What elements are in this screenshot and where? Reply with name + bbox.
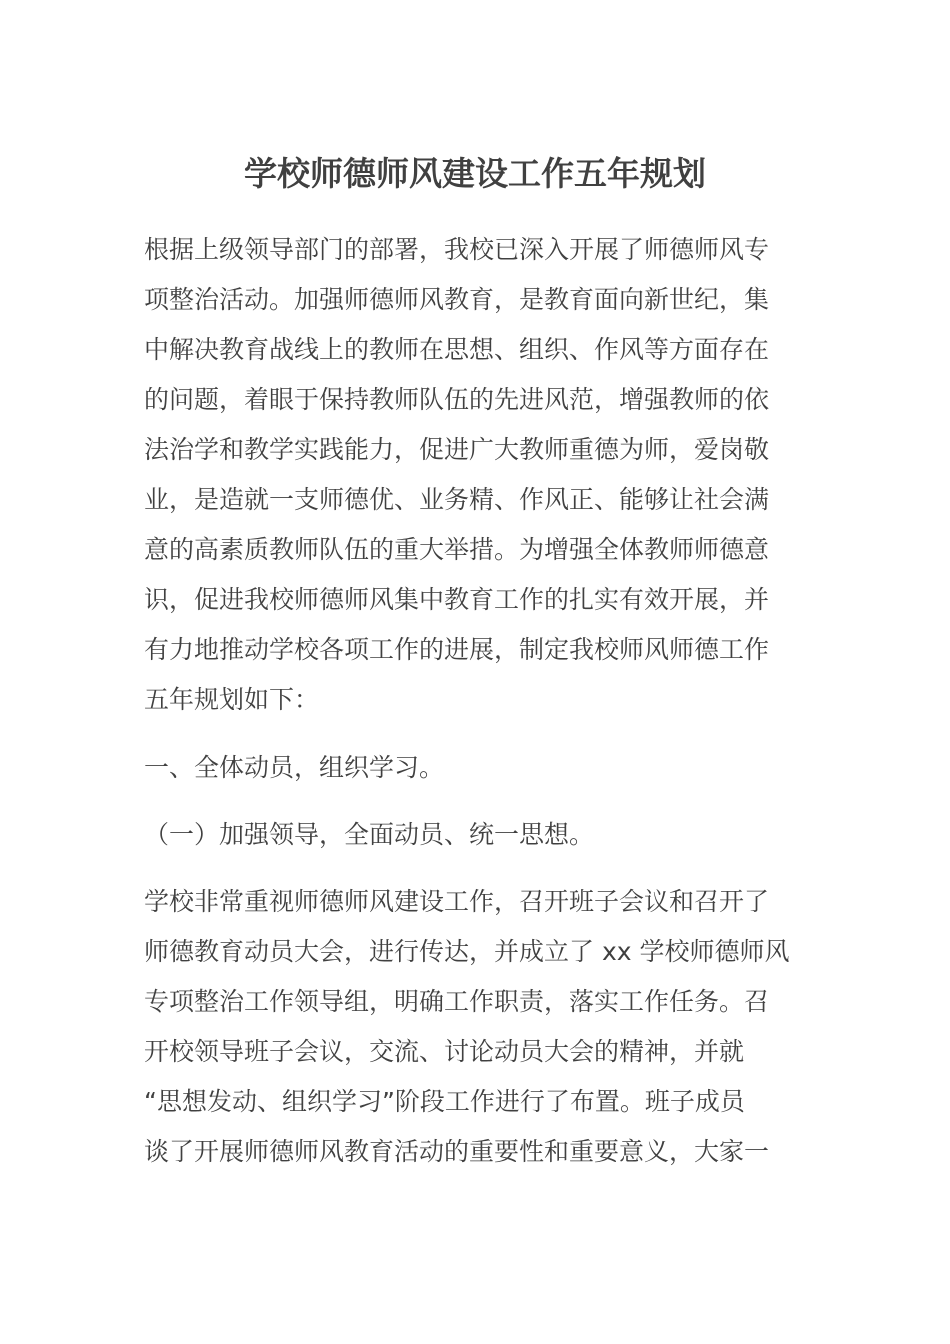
paragraph-line: 中解决教育战线上的教师在思想、组织、作风等方面存在 bbox=[144, 335, 770, 364]
subsection-heading bbox=[144, 810, 594, 860]
paragraph-line: 的问题，着眼于保持教师队伍的先进风范，增强教师的依 bbox=[144, 385, 770, 414]
paragraph-line: 意的高素质教师队伍的重大举措。为增强全体教师师德意 bbox=[144, 535, 770, 564]
paragraph-line: 有力地推动学校各项工作的进展，制定我校师风师德工作 bbox=[144, 635, 770, 664]
body-paragraph bbox=[144, 877, 790, 1177]
paragraph-line: “思想发动、组织学习”阶段工作进行了布置。班子成员 bbox=[144, 1087, 745, 1116]
paragraph-line: 项整治活动。加强师德师风教育，是教育面向新世纪，集 bbox=[144, 285, 770, 314]
section-heading-text: 一、全体动员，组织学习。 bbox=[144, 753, 445, 782]
paragraph-line: 谈了开展师德师风教育活动的重要性和重要意义，大家一 bbox=[144, 1137, 770, 1166]
paragraph-line: 师德教育动员大会，进行传达，并成立了 xx 学校师德师风 bbox=[144, 937, 790, 966]
paragraph-line: 学校非常重视师德师风建设工作，召开班子会议和召开了 bbox=[144, 887, 770, 916]
paragraph-line: 根据上级领导部门的部署，我校已深入开展了师德师风专 bbox=[144, 235, 770, 264]
paragraph-line: 业，是造就一支师德优、业务精、作风正、能够让社会满 bbox=[144, 485, 770, 514]
paragraph-line: 专项整治工作领导组，明确工作职责，落实工作任务。召 bbox=[144, 987, 770, 1016]
intro-paragraph bbox=[144, 225, 769, 725]
section-heading bbox=[144, 743, 444, 793]
paragraph-line: 识，促进我校师德师风集中教育工作的扎实有效开展，并 bbox=[144, 585, 770, 614]
paragraph-line: 法治学和教学实践能力，促进广大教师重德为师，爱岗敬 bbox=[144, 435, 770, 464]
paragraph-line: 开校领导班子会议，交流、讨论动员大会的精神，并就 bbox=[144, 1037, 745, 1066]
document-title: 学校师德师风建设工作五年规划 bbox=[244, 154, 706, 194]
subsection-heading-text: （一）加强领导，全面动员、统一思想。 bbox=[144, 820, 595, 849]
paragraph-line: 五年规划如下： bbox=[144, 685, 320, 714]
